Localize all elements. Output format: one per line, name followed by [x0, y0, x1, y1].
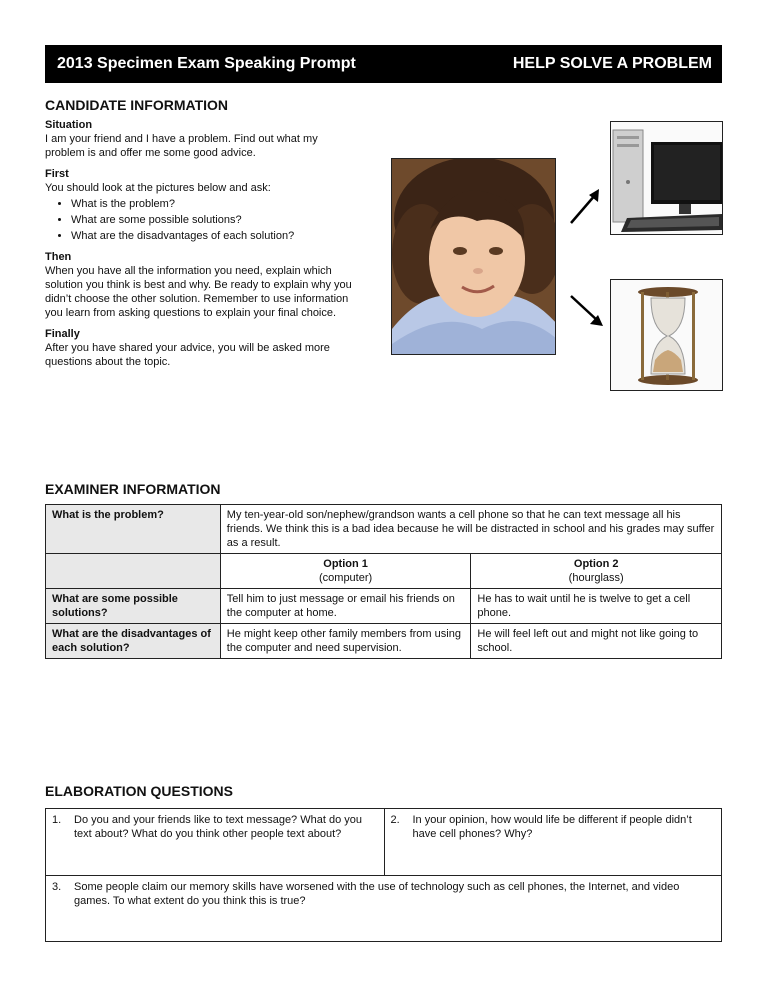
- bullet-item: • What is the problem?: [71, 197, 355, 211]
- computer-photo: [610, 121, 723, 235]
- table-row: [46, 589, 722, 624]
- question-3: [46, 876, 722, 942]
- situation-text: I am your friend and I have a problem. Find out what my problem is and offer me some good advice.: [45, 133, 318, 159]
- finally-text: After you have shared your advice, you will be asked more questions about the topic.: [45, 342, 330, 368]
- question-number: 3.: [52, 881, 62, 893]
- boy-illustration: [392, 159, 556, 355]
- question-text: Some people claim our memory skills have worsened with the use of technology such as cell phones, the Internet, and video games. To what extent do you think this is true?: [74, 881, 680, 907]
- question-1: [46, 809, 385, 876]
- question-number: 2.: [390, 814, 400, 826]
- elaboration-heading: ELABORATION QUESTIONS: [45, 783, 233, 799]
- first-text: You should look at the pictures below and ask:: [45, 182, 271, 194]
- blank-cell: [46, 554, 221, 589]
- option-2-header: [471, 554, 722, 589]
- situation-label: Situation: [45, 119, 93, 131]
- option-1-sub: (computer): [319, 572, 373, 584]
- hourglass-icon: [611, 280, 723, 391]
- option-2-title: Option 2: [573, 558, 619, 570]
- disadvantage-1: He might keep other family members from using the computer and need supervision.: [220, 624, 471, 659]
- candidate-heading: CANDIDATE INFORMATION: [45, 97, 229, 113]
- solutions-question: What are some possible solutions?: [46, 589, 221, 624]
- bullet-item: • What are the disadvantages of each solution?: [71, 229, 355, 243]
- table-row: [46, 809, 722, 876]
- disadvantages-question: What are the disadvantages of each solution?: [46, 624, 221, 659]
- candidate-info: [45, 118, 355, 369]
- problem-answer: My ten-year-old son/nephew/grandson wants a cell phone so that he can text message all his friends. We think this is a bad idea because he will be distracted in school and his grades may suffer as a result.: [220, 505, 721, 554]
- table-row: [46, 505, 722, 554]
- bullet-item: • What are some possible solutions?: [71, 213, 355, 227]
- task-title: HELP SOLVE A PROBLEM: [512, 55, 712, 72]
- finally-label: Finally: [45, 328, 80, 340]
- examiner-heading: EXAMINER INFORMATION: [45, 481, 221, 497]
- option-2-sub: (hourglass): [568, 572, 624, 584]
- solution-2: He has to wait until he is twelve to get a cell phone.: [471, 589, 722, 624]
- hourglass-photo: [610, 279, 723, 391]
- solution-1: Tell him to just message or email his friends on the computer at home.: [220, 589, 471, 624]
- page-title: 2013 Specimen Exam Speaking Prompt: [57, 55, 356, 72]
- examiner-table: [45, 504, 722, 659]
- table-row: [46, 624, 722, 659]
- first-bullets: [45, 197, 355, 243]
- then-text: When you have all the information you need, explain which solution you think is best and why. Be ready to explain why you didn’t choose the other solution. Remember to use information you learn from asking questions to explain your final choice.: [45, 265, 352, 319]
- computer-illustration: [611, 122, 723, 235]
- option-1-title: Option 1: [323, 558, 368, 570]
- elaboration-table: [45, 808, 722, 942]
- disadvantage-2: He will feel left out and might not like going to school.: [471, 624, 722, 659]
- arrow-up-right-icon: [568, 186, 602, 226]
- table-row: [46, 554, 722, 589]
- question-number: 1.: [52, 814, 62, 826]
- option-1-header: [220, 554, 471, 589]
- arrow-down-right-icon: [568, 293, 606, 329]
- question-text: In your opinion, how would life be different if people didn’t have cell phones? Why?: [412, 814, 692, 840]
- header-banner: [45, 45, 722, 83]
- problem-question: What is the problem?: [46, 505, 221, 554]
- then-label: Then: [45, 251, 72, 263]
- boy-photo: [391, 158, 556, 355]
- first-label: First: [45, 168, 69, 180]
- question-2: [384, 809, 722, 876]
- table-row: [46, 876, 722, 942]
- question-text: Do you and your friends like to text message? What do you text about? What do you think other people text about?: [74, 814, 362, 840]
